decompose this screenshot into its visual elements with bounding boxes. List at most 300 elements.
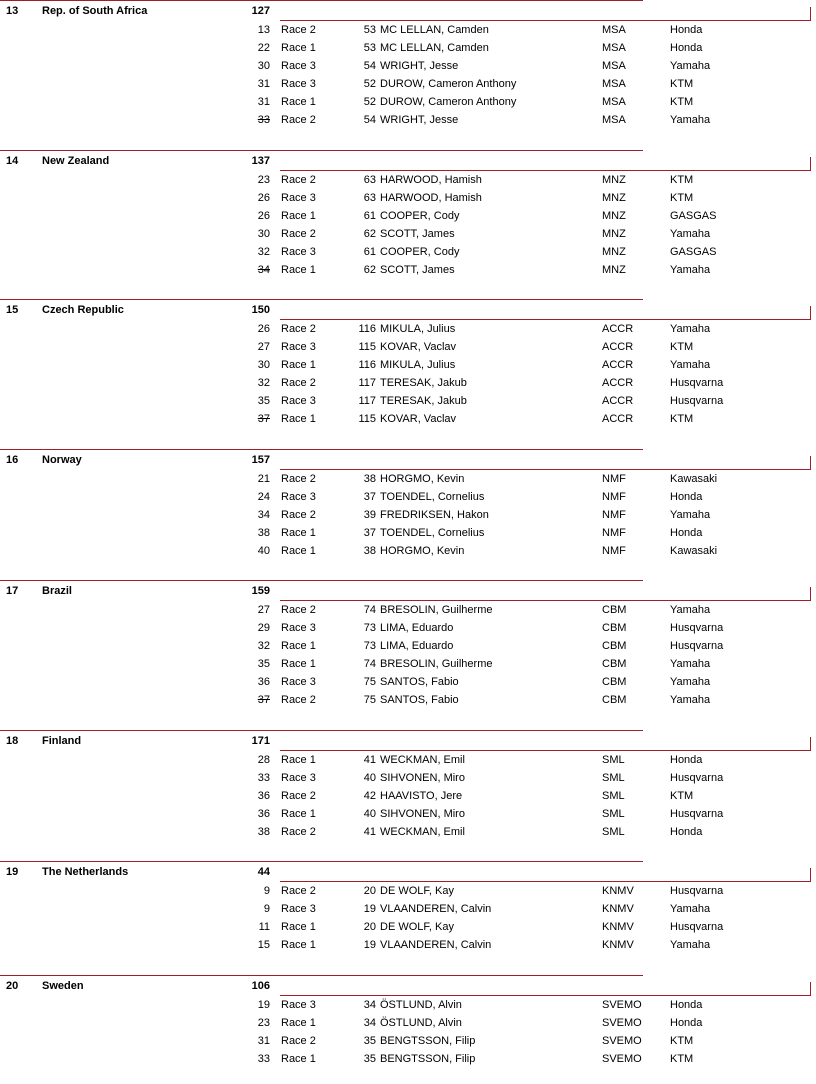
team-position: 17 — [6, 585, 19, 597]
result-federation: KNMV — [602, 903, 634, 915]
result-federation: ACCR — [602, 413, 634, 425]
result-race: Race 1 — [281, 640, 316, 652]
result-rider-name: HORGMO, Kevin — [380, 545, 465, 557]
result-rider-name: BRESOLIN, Guilherme — [380, 604, 493, 616]
result-rider-name: HORGMO, Kevin — [380, 473, 465, 485]
result-race: Race 2 — [281, 114, 316, 126]
team-total-points: 44 — [257, 866, 270, 878]
result-rider-number: 34 — [363, 999, 376, 1011]
team-bracket-tick — [810, 306, 811, 319]
result-rider-name: BENGTSSON, Filip — [380, 1035, 476, 1047]
result-rider-name: MIKULA, Julius — [380, 359, 456, 371]
result-row — [0, 57, 816, 75]
result-points: 31 — [257, 1035, 270, 1047]
team-separator-line — [0, 0, 643, 1]
result-federation: SML — [602, 754, 625, 766]
result-points: 9 — [263, 903, 270, 915]
result-row — [0, 542, 816, 560]
result-rider-number: 53 — [363, 24, 376, 36]
result-race: Race 1 — [281, 921, 316, 933]
result-rider-number: 117 — [358, 377, 376, 389]
result-bike: Yamaha — [670, 359, 711, 371]
result-row — [0, 410, 816, 428]
result-race: Race 1 — [281, 42, 316, 54]
result-race: Race 2 — [281, 323, 316, 335]
result-bike: KTM — [670, 78, 694, 90]
result-race: Race 2 — [281, 1035, 316, 1047]
result-rider-number: 38 — [363, 545, 376, 557]
result-rider-number: 62 — [363, 264, 376, 276]
result-race: Race 2 — [281, 790, 316, 802]
result-federation: CBM — [602, 622, 627, 634]
result-race: Race 2 — [281, 826, 316, 838]
result-row — [0, 1014, 816, 1032]
team-bracket-tick — [810, 868, 811, 881]
result-bike: Yamaha — [670, 60, 711, 72]
result-bike: Yamaha — [670, 114, 711, 126]
result-bike: Husqvarna — [670, 885, 724, 897]
result-federation: MNZ — [602, 228, 626, 240]
result-federation: SVEMO — [602, 1035, 642, 1047]
result-row — [0, 655, 816, 673]
result-rider-number: 40 — [363, 808, 376, 820]
result-rider-number: 41 — [363, 826, 376, 838]
result-rider-number: 39 — [363, 509, 376, 521]
result-row — [0, 171, 816, 189]
result-rider-number: 116 — [358, 323, 376, 335]
result-bike: KTM — [670, 96, 694, 108]
result-bike: KTM — [670, 1035, 694, 1047]
team-separator-line — [0, 975, 643, 976]
result-race: Race 2 — [281, 473, 316, 485]
result-rider-number: 115 — [358, 413, 376, 425]
team-total-points: 171 — [251, 735, 270, 747]
result-points: 28 — [257, 754, 270, 766]
result-points: 35 — [257, 395, 270, 407]
result-bike: Yamaha — [670, 264, 711, 276]
result-rider-number: 52 — [363, 78, 376, 90]
result-rider-name: WRIGHT, Jesse — [380, 60, 459, 72]
result-row — [0, 93, 816, 111]
team-position: 19 — [6, 866, 19, 878]
team-nation: Rep. of South Africa — [42, 5, 148, 17]
result-race: Race 1 — [281, 210, 316, 222]
result-rider-name: DUROW, Cameron Anthony — [380, 96, 517, 108]
result-rider-name: KOVAR, Vaclav — [380, 413, 457, 425]
result-rider-name: SCOTT, James — [380, 228, 455, 240]
result-federation: SML — [602, 808, 625, 820]
result-points: 22 — [257, 42, 270, 54]
result-row — [0, 39, 816, 57]
result-race: Race 1 — [281, 545, 316, 557]
result-points: 26 — [257, 192, 270, 204]
result-rider-name: MC LELLAN, Camden — [380, 24, 489, 36]
team-nation: Sweden — [42, 980, 84, 992]
result-bike: Honda — [670, 1017, 703, 1029]
result-row — [0, 1050, 816, 1068]
team-bracket-tick — [810, 982, 811, 995]
result-rider-number: 73 — [363, 622, 376, 634]
result-bike: Husqvarna — [670, 622, 724, 634]
team-separator-line — [0, 449, 643, 450]
result-bike: Yamaha — [670, 658, 711, 670]
result-rider-name: SANTOS, Fabio — [380, 676, 459, 688]
result-bike: KTM — [670, 1053, 694, 1065]
result-points: 32 — [257, 246, 270, 258]
result-race: Race 3 — [281, 772, 316, 784]
result-rider-number: 75 — [363, 676, 376, 688]
result-rider-number: 37 — [363, 491, 376, 503]
result-row — [0, 787, 816, 805]
result-federation: SVEMO — [602, 1053, 642, 1065]
result-points: 34 — [257, 264, 270, 276]
result-federation: MSA — [602, 78, 626, 90]
result-bike: Husqvarna — [670, 808, 724, 820]
result-points: 33 — [257, 114, 270, 126]
result-rider-number: 61 — [363, 210, 376, 222]
result-rider-number: 34 — [363, 1017, 376, 1029]
result-rider-name: BENGTSSON, Filip — [380, 1053, 476, 1065]
result-rider-number: 20 — [363, 885, 376, 897]
team-separator-line — [0, 861, 643, 862]
result-points: 40 — [257, 545, 270, 557]
result-rider-number: 61 — [363, 246, 376, 258]
result-rider-name: DUROW, Cameron Anthony — [380, 78, 517, 90]
team-separator-line — [0, 299, 643, 300]
result-federation: NMF — [602, 509, 626, 521]
result-rider-name: SCOTT, James — [380, 264, 455, 276]
result-bike: GASGAS — [670, 210, 717, 222]
result-rider-name: WECKMAN, Emil — [380, 826, 465, 838]
result-bike: Husqvarna — [670, 921, 724, 933]
team-nation: Czech Republic — [42, 304, 124, 316]
result-race: Race 1 — [281, 96, 316, 108]
result-race: Race 1 — [281, 754, 316, 766]
result-row — [0, 1032, 816, 1050]
result-federation: MNZ — [602, 192, 626, 204]
result-rider-number: 35 — [363, 1035, 376, 1047]
result-points: 32 — [257, 377, 270, 389]
result-rider-name: WRIGHT, Jesse — [380, 114, 459, 126]
result-federation: SML — [602, 826, 625, 838]
result-points: 9 — [263, 885, 270, 897]
result-rider-name: SIHVONEN, Miro — [380, 808, 465, 820]
team-nation: The Netherlands — [42, 866, 129, 878]
result-row — [0, 21, 816, 39]
result-row — [0, 751, 816, 769]
result-federation: ACCR — [602, 359, 634, 371]
team-total-points: 137 — [251, 155, 270, 167]
result-rider-number: 75 — [363, 694, 376, 706]
team-separator-line — [0, 150, 643, 151]
team-total-points: 150 — [251, 304, 270, 316]
result-rider-name: HAAVISTO, Jere — [380, 790, 463, 802]
result-rider-name: WECKMAN, Emil — [380, 754, 465, 766]
result-race: Race 2 — [281, 694, 316, 706]
result-bike: Kawasaki — [670, 473, 718, 485]
result-race: Race 2 — [281, 24, 316, 36]
result-row — [0, 225, 816, 243]
result-race: Race 2 — [281, 604, 316, 616]
result-race: Race 2 — [281, 509, 316, 521]
result-rider-number: 74 — [363, 604, 376, 616]
result-bike: Yamaha — [670, 604, 711, 616]
result-rider-number: 52 — [363, 96, 376, 108]
result-race: Race 2 — [281, 377, 316, 389]
result-bike: KTM — [670, 174, 694, 186]
team-bracket-tick — [810, 7, 811, 20]
result-rider-name: VLAANDEREN, Calvin — [380, 903, 492, 915]
result-federation: KNMV — [602, 939, 634, 951]
result-federation: NMF — [602, 527, 626, 539]
result-federation: ACCR — [602, 341, 634, 353]
result-points: 33 — [257, 1053, 270, 1065]
result-rider-number: 62 — [363, 228, 376, 240]
result-rider-name: TOENDEL, Cornelius — [380, 491, 485, 503]
result-bike: Yamaha — [670, 676, 711, 688]
result-row — [0, 691, 816, 709]
result-points: 24 — [257, 491, 270, 503]
result-points: 31 — [257, 78, 270, 90]
result-rider-number: 19 — [363, 903, 376, 915]
result-bike: Husqvarna — [670, 772, 724, 784]
result-race: Race 3 — [281, 491, 316, 503]
result-rider-name: ÖSTLUND, Alvin — [380, 999, 462, 1011]
result-points: 23 — [257, 1017, 270, 1029]
result-race: Race 3 — [281, 622, 316, 634]
result-rider-number: 35 — [363, 1053, 376, 1065]
result-points: 23 — [257, 174, 270, 186]
result-row — [0, 189, 816, 207]
result-rider-number: 73 — [363, 640, 376, 652]
result-rider-number: 19 — [363, 939, 376, 951]
result-federation: SVEMO — [602, 999, 642, 1011]
result-federation: SML — [602, 772, 625, 784]
result-row — [0, 823, 816, 841]
result-row — [0, 996, 816, 1014]
result-rider-number: 41 — [363, 754, 376, 766]
result-race: Race 3 — [281, 60, 316, 72]
result-points: 38 — [257, 527, 270, 539]
result-row — [0, 392, 816, 410]
team-nation: New Zealand — [42, 155, 110, 167]
result-federation: CBM — [602, 604, 627, 616]
result-federation: KNMV — [602, 921, 634, 933]
result-race: Race 1 — [281, 939, 316, 951]
result-rider-name: MC LELLAN, Camden — [380, 42, 489, 54]
result-race: Race 1 — [281, 527, 316, 539]
team-nation: Finland — [42, 735, 82, 747]
result-bike: Yamaha — [670, 903, 711, 915]
result-federation: ACCR — [602, 323, 634, 335]
result-federation: MSA — [602, 114, 626, 126]
result-bike: Honda — [670, 527, 703, 539]
result-points: 36 — [257, 790, 270, 802]
result-race: Race 1 — [281, 658, 316, 670]
result-federation: MSA — [602, 60, 626, 72]
team-position: 15 — [6, 304, 19, 316]
result-bike: Honda — [670, 999, 703, 1011]
result-race: Race 3 — [281, 903, 316, 915]
result-federation: NMF — [602, 473, 626, 485]
result-bike: Yamaha — [670, 228, 711, 240]
result-race: Race 1 — [281, 264, 316, 276]
result-row — [0, 374, 816, 392]
result-bike: Yamaha — [670, 939, 711, 951]
result-federation: MNZ — [602, 210, 626, 222]
result-points: 21 — [257, 473, 270, 485]
result-points: 11 — [258, 921, 270, 933]
result-rider-name: DE WOLF, Kay — [380, 885, 454, 897]
result-row — [0, 75, 816, 93]
team-nation: Norway — [42, 454, 82, 466]
result-row — [0, 673, 816, 691]
result-row — [0, 488, 816, 506]
result-bike: Husqvarna — [670, 395, 724, 407]
result-rider-number: 115 — [358, 341, 376, 353]
result-row — [0, 207, 816, 225]
result-points: 30 — [257, 60, 270, 72]
result-rider-number: 74 — [363, 658, 376, 670]
result-row — [0, 936, 816, 954]
result-rider-number: 40 — [363, 772, 376, 784]
result-points: 31 — [257, 96, 270, 108]
result-rider-number: 63 — [363, 192, 376, 204]
result-race: Race 1 — [281, 808, 316, 820]
result-row — [0, 637, 816, 655]
result-row — [0, 338, 816, 356]
result-row — [0, 769, 816, 787]
result-rider-name: FREDRIKSEN, Hakon — [380, 509, 489, 521]
result-points: 26 — [257, 210, 270, 222]
result-points: 27 — [257, 604, 270, 616]
result-row — [0, 470, 816, 488]
result-federation: CBM — [602, 676, 627, 688]
result-points: 19 — [257, 999, 270, 1011]
result-race: Race 1 — [281, 413, 316, 425]
result-row — [0, 506, 816, 524]
result-rider-name: MIKULA, Julius — [380, 323, 456, 335]
team-total-points: 159 — [251, 585, 270, 597]
team-separator-line — [0, 730, 643, 731]
result-bike: Yamaha — [670, 694, 711, 706]
result-rider-number: 116 — [358, 359, 376, 371]
team-nation: Brazil — [42, 585, 72, 597]
result-race: Race 1 — [281, 1017, 316, 1029]
result-bike: Honda — [670, 826, 703, 838]
team-total-points: 127 — [251, 5, 270, 17]
result-federation: MNZ — [602, 246, 626, 258]
result-bike: KTM — [670, 413, 694, 425]
result-bike: Honda — [670, 491, 703, 503]
result-bike: KTM — [670, 341, 694, 353]
result-rider-name: DE WOLF, Kay — [380, 921, 454, 933]
result-row — [0, 601, 816, 619]
result-row — [0, 619, 816, 637]
result-bike: Honda — [670, 24, 703, 36]
result-federation: MSA — [602, 24, 626, 36]
result-federation: NMF — [602, 545, 626, 557]
result-rider-number: 54 — [363, 60, 376, 72]
result-rider-name: KOVAR, Vaclav — [380, 341, 457, 353]
result-row — [0, 882, 816, 900]
result-points: 38 — [257, 826, 270, 838]
result-rider-name: HARWOOD, Hamish — [380, 174, 482, 186]
result-rider-number: 53 — [363, 42, 376, 54]
result-federation: KNMV — [602, 885, 634, 897]
result-race: Race 3 — [281, 246, 316, 258]
team-separator-line — [0, 580, 643, 581]
result-race: Race 3 — [281, 999, 316, 1011]
result-race: Race 2 — [281, 174, 316, 186]
result-rider-number: 20 — [363, 921, 376, 933]
result-points: 27 — [257, 341, 270, 353]
result-bike: Honda — [670, 42, 703, 54]
team-position: 20 — [6, 980, 19, 992]
result-rider-name: COOPER, Cody — [380, 210, 460, 222]
result-points: 29 — [257, 622, 270, 634]
team-position: 18 — [6, 735, 19, 747]
result-points: 36 — [257, 676, 270, 688]
result-race: Race 3 — [281, 192, 316, 204]
result-points: 37 — [257, 413, 270, 425]
result-points: 36 — [257, 808, 270, 820]
result-race: Race 1 — [281, 359, 316, 371]
result-federation: CBM — [602, 694, 627, 706]
result-bike: Kawasaki — [670, 545, 718, 557]
result-rider-number: 37 — [363, 527, 376, 539]
result-federation: ACCR — [602, 395, 634, 407]
result-points: 15 — [257, 939, 270, 951]
result-federation: SML — [602, 790, 625, 802]
result-points: 30 — [257, 359, 270, 371]
result-row — [0, 524, 816, 542]
result-rider-number: 63 — [363, 174, 376, 186]
result-bike: Yamaha — [670, 323, 711, 335]
result-points: 13 — [257, 24, 270, 36]
result-race: Race 3 — [281, 676, 316, 688]
result-points: 34 — [257, 509, 270, 521]
result-rider-name: LIMA, Eduardo — [380, 622, 454, 634]
result-federation: MSA — [602, 42, 626, 54]
result-bike: Honda — [670, 754, 703, 766]
result-rider-number: 42 — [363, 790, 376, 802]
result-row — [0, 111, 816, 129]
result-points: 26 — [257, 323, 270, 335]
team-total-points: 106 — [251, 980, 270, 992]
result-row — [0, 243, 816, 261]
result-row — [0, 320, 816, 338]
result-rider-name: LIMA, Eduardo — [380, 640, 454, 652]
result-row — [0, 918, 816, 936]
result-row — [0, 900, 816, 918]
result-rider-name: HARWOOD, Hamish — [380, 192, 482, 204]
result-rider-name: ÖSTLUND, Alvin — [380, 1017, 462, 1029]
result-race: Race 3 — [281, 395, 316, 407]
result-race: Race 2 — [281, 228, 316, 240]
result-race: Race 3 — [281, 78, 316, 90]
result-federation: MSA — [602, 96, 626, 108]
result-bike: KTM — [670, 192, 694, 204]
result-rider-name: TERESAK, Jakub — [380, 377, 467, 389]
result-rider-number: 38 — [363, 473, 376, 485]
result-federation: SVEMO — [602, 1017, 642, 1029]
result-federation: NMF — [602, 491, 626, 503]
result-race: Race 3 — [281, 341, 316, 353]
result-rider-name: TERESAK, Jakub — [380, 395, 467, 407]
result-federation: CBM — [602, 658, 627, 670]
result-bike: GASGAS — [670, 246, 717, 258]
